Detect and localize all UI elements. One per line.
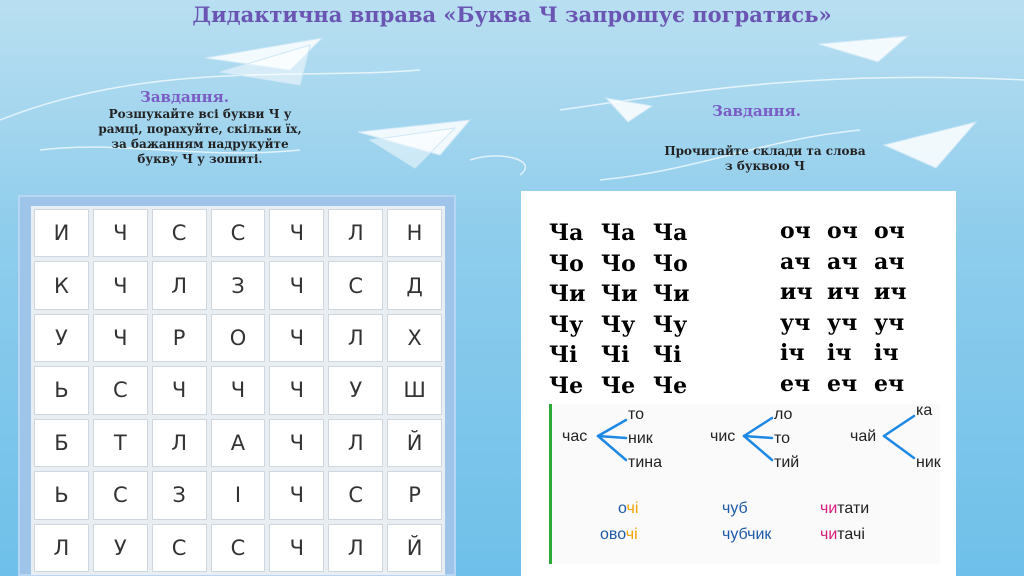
syllable: ич: [827, 279, 860, 305]
left-task-text: Розшукайте всі букви Ч у рамці, порахуйте, скільки їх, за бажанням надрукуйте букву Ч у зошиті.: [98, 107, 302, 166]
syllable: оч: [827, 218, 858, 244]
letter-grid: [31, 206, 445, 575]
tree-branch: ка: [916, 402, 933, 419]
tree-branch: то: [774, 430, 791, 447]
syllable: еч: [780, 370, 811, 397]
grid-cell: С: [328, 261, 383, 309]
syllable: ач: [874, 248, 905, 275]
grid-cell: Ч: [152, 366, 207, 414]
grid-cell: З: [152, 471, 207, 519]
left-task-heading: Завдання.: [140, 88, 229, 106]
grid-cell: С: [93, 471, 148, 519]
syllable: іч: [827, 340, 852, 366]
word-chubchyk: чубчик: [722, 526, 772, 543]
syllable: ач: [780, 248, 811, 275]
syllable: Ча: [653, 220, 688, 246]
grid-cell: С: [152, 524, 207, 572]
syllables-left: [549, 218, 705, 401]
grid-cell: Ь: [34, 366, 89, 414]
syllable: Чо: [653, 250, 688, 277]
tree-branch: тий: [774, 454, 800, 471]
syllable: уч: [827, 309, 858, 336]
syllable-row: [549, 279, 705, 310]
word-chub: чуб: [722, 500, 748, 517]
syllable: Ча: [601, 220, 636, 246]
syllable: Чи: [549, 281, 586, 307]
grid-cell: Ч: [269, 261, 324, 309]
syllable-row: [549, 310, 705, 341]
grid-cell: Ч: [93, 314, 148, 362]
syllable: Ча: [549, 220, 584, 246]
syllable-row: [780, 369, 921, 400]
syllable: Чі: [549, 342, 578, 368]
tree-branch: ник: [628, 430, 653, 447]
syllable-row: [780, 247, 921, 278]
grid-cell: Х: [387, 314, 442, 362]
letter-grid-frame: [18, 195, 456, 576]
tree-branch: ник: [916, 454, 941, 471]
syllable: Чо: [601, 250, 636, 277]
paper-plane-icon: [884, 122, 976, 168]
syllable: ач: [827, 248, 858, 275]
grid-cell: Ч: [93, 209, 148, 257]
grid-cell: Ь: [34, 471, 89, 519]
syllable: Чи: [653, 281, 690, 307]
grid-cell: С: [93, 366, 148, 414]
grid-cell: С: [152, 209, 207, 257]
grid-cell: Л: [34, 524, 89, 572]
syllables-right: [780, 216, 921, 399]
syllable-row: [780, 277, 921, 308]
grid-cell: Л: [328, 524, 383, 572]
syllable: Чо: [549, 250, 584, 277]
page-title: Дидактична вправа «Буква Ч запрошує погратись»: [192, 2, 832, 27]
word-box: [549, 404, 940, 564]
tree-root-chas: час: [562, 428, 588, 445]
word-ovochi: овочі: [600, 526, 638, 543]
syllable: оч: [780, 218, 811, 244]
tree-root-chai: чай: [850, 428, 877, 445]
syllable: ич: [780, 279, 813, 305]
word-ochi: очі: [618, 500, 639, 517]
syllable-row: [780, 216, 921, 247]
grid-cell: К: [34, 261, 89, 309]
grid-cell: С: [328, 471, 383, 519]
grid-cell: Б: [34, 419, 89, 467]
grid-cell: У: [328, 366, 383, 414]
syllable: ич: [874, 279, 907, 305]
grid-cell: И: [34, 209, 89, 257]
right-task-heading: Завдання.: [712, 102, 801, 120]
syllable: Чі: [653, 342, 682, 368]
syllable: Че: [549, 372, 584, 399]
grid-cell: І: [211, 471, 266, 519]
grid-cell: Й: [387, 524, 442, 572]
syllable: іч: [874, 340, 899, 366]
grid-cell: Ч: [269, 524, 324, 572]
grid-cell: Ш: [387, 366, 442, 414]
grid-cell: Р: [387, 471, 442, 519]
tree-branch: тина: [628, 454, 662, 471]
grid-cell: С: [211, 524, 266, 572]
grid-cell: Н: [387, 209, 442, 257]
syllable: Чи: [601, 281, 638, 307]
grid-cell: Ч: [269, 471, 324, 519]
grid-cell: Д: [387, 261, 442, 309]
grid-cell: Л: [328, 314, 383, 362]
grid-cell: Ч: [211, 366, 266, 414]
paper-plane-icon: [606, 98, 652, 122]
syllable-row: [780, 308, 921, 339]
grid-cell: О: [211, 314, 266, 362]
syllable-row: [549, 340, 705, 371]
syllable-row: [549, 249, 705, 280]
grid-cell: Ч: [269, 366, 324, 414]
grid-cell: Ч: [269, 419, 324, 467]
syllable-card: [521, 191, 956, 576]
tree-branch: то: [628, 406, 645, 423]
syllable: еч: [827, 370, 858, 397]
grid-cell: Л: [328, 209, 383, 257]
syllable-row: [780, 338, 921, 369]
syllable: еч: [874, 370, 905, 397]
grid-cell: У: [93, 524, 148, 572]
syllable: Че: [601, 372, 636, 399]
word-chytachi: читачі: [820, 526, 865, 543]
syllable-row: [549, 371, 705, 402]
syllable: Чу: [653, 311, 688, 338]
grid-cell: А: [211, 419, 266, 467]
grid-cell: Ч: [269, 314, 324, 362]
grid-cell: Ч: [269, 209, 324, 257]
syllable-row: [549, 218, 705, 249]
grid-cell: С: [211, 209, 266, 257]
tree-root-chys: чис: [710, 428, 736, 445]
grid-cell: Л: [328, 419, 383, 467]
syllable: Чу: [549, 311, 584, 338]
syllable: Чу: [601, 311, 636, 338]
grid-cell: Р: [152, 314, 207, 362]
syllable: уч: [780, 309, 811, 336]
tree-branch: ло: [774, 406, 793, 423]
syllable: оч: [874, 218, 905, 244]
grid-cell: Й: [387, 419, 442, 467]
syllable: Чі: [601, 342, 630, 368]
grid-cell: Ч: [93, 261, 148, 309]
word-chytaty: читати: [820, 500, 870, 517]
grid-cell: Л: [152, 261, 207, 309]
right-task-text: Прочитайте склади та слова з буквою Ч: [664, 144, 866, 173]
syllable: Че: [653, 372, 688, 399]
grid-cell: У: [34, 314, 89, 362]
syllable: іч: [780, 340, 805, 366]
paper-plane-icon: [818, 36, 908, 62]
syllable: уч: [874, 309, 905, 336]
grid-cell: Т: [93, 419, 148, 467]
grid-cell: Л: [152, 419, 207, 467]
grid-cell: З: [211, 261, 266, 309]
